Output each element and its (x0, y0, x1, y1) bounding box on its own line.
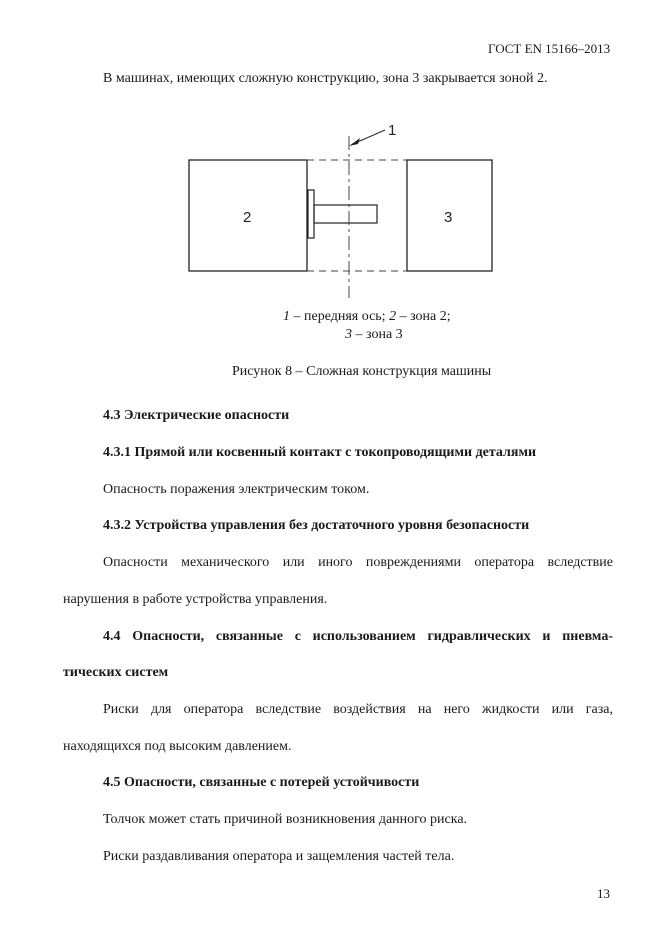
section-4-3-1-heading: 4.3.1 Прямой или косвенный контакт с токопроводящими деталями (103, 445, 537, 460)
section-4-4-text-line-1: Риски для оператора вследствие воздействия на него жидкости или газа, (103, 702, 613, 717)
figure-legend-line-2: 3 – зона 3 (345, 327, 403, 342)
leader-arrow-icon (349, 138, 360, 146)
machine-diagram (180, 118, 510, 300)
section-4-3-2-text-line-2: нарушения в работе устройства управления. (63, 592, 328, 607)
section-4-4-heading-line-1: 4.4 Опасности, связанные с использованием гидравлических и пневма- (103, 629, 613, 644)
figure-caption: Рисунок 8 – Сложная конструкция машины (232, 364, 492, 379)
section-4-5-text-2: Риски раздавливания оператора и защемления частей тела. (103, 849, 455, 864)
label-2: 2 (243, 209, 252, 226)
section-4-3-2-text-line-1: Опасности механического или иного повреждениями оператора вследствие (103, 555, 613, 570)
section-4-5-text-1: Толчок может стать причиной возникновения данного риска. (103, 812, 468, 827)
figure-legend-line-1: 1 – передняя ось; 2 – зона 2; (283, 309, 451, 324)
front-flange (308, 190, 314, 238)
front-shaft (314, 205, 377, 223)
section-4-3-1-text: Опасность поражения электрическим током. (103, 482, 370, 497)
intro-paragraph: В машинах, имеющих сложную конструкцию, зона 3 закрывается зоной 2. (103, 71, 548, 86)
section-4-4-text-line-2: находящихся под высоким давлением. (63, 739, 292, 754)
section-4-4-heading-line-2: тических систем (63, 665, 169, 680)
section-4-5-heading: 4.5 Опасности, связанные с потерей устойчивости (103, 775, 420, 790)
section-4-3-heading: 4.3 Электрические опасности (103, 408, 290, 423)
document-standard-header: ГОСТ EN 15166–2013 (488, 41, 611, 56)
page-number: 13 (597, 886, 610, 901)
label-1: 1 (388, 122, 397, 139)
section-4-3-2-heading: 4.3.2 Устройства управления без достаточного уровня безопасности (103, 518, 530, 533)
label-3: 3 (444, 209, 453, 226)
